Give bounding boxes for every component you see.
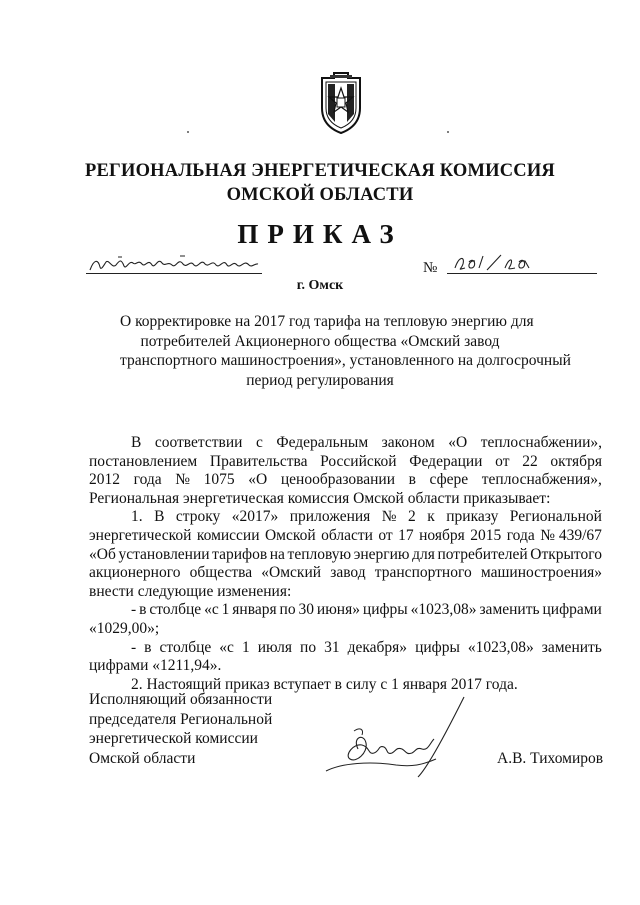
handwritten-number (453, 252, 543, 274)
body-word: соответствии (154, 434, 243, 451)
body-word: потребителей (437, 545, 528, 563)
body-word: «О (448, 434, 468, 451)
body-word: машиностроения» (480, 564, 602, 582)
body-word: приложения (289, 508, 371, 526)
body-word: заменить (541, 638, 602, 656)
body-word: 1 (241, 638, 250, 656)
body-word: энергию (353, 545, 410, 563)
body-word: 22 (522, 452, 538, 470)
body-word: Федеральным (276, 434, 369, 451)
body-line (89, 508, 602, 527)
city: г. Омск (296, 278, 344, 293)
number-label: № (423, 260, 438, 276)
body-word: В (154, 508, 165, 526)
body-word: 31 (324, 638, 340, 656)
body-word: по (300, 638, 317, 656)
body-word: ценообразовании (280, 471, 395, 489)
body-word: по (279, 601, 296, 619)
body-word: энергетической (89, 526, 192, 544)
body-word: столбце (149, 601, 202, 619)
body-word: транспортного (374, 564, 472, 582)
body-word: строку (175, 508, 221, 526)
date-underline (86, 273, 262, 274)
handwritten-signature (318, 693, 468, 783)
body-word: 17 (398, 526, 414, 544)
body-word: установлении (118, 545, 210, 563)
body-word: января (232, 601, 277, 619)
body-word: «2017» (231, 508, 279, 526)
body-word: - (131, 601, 137, 619)
body-word: октября (550, 452, 602, 470)
body-line: «1029,00»; (89, 619, 160, 637)
body-word: столбце (159, 638, 212, 656)
subject-line: период регулирования (246, 371, 394, 389)
body-word: года (506, 526, 535, 544)
scan-speck (187, 131, 189, 133)
body-line (89, 601, 602, 620)
body-word: года (133, 471, 162, 489)
body-word: июля (257, 638, 293, 656)
body-line: Региональная энергетическая комиссия Омской области приказывает: (89, 489, 551, 507)
body-word: Правительства (209, 452, 308, 470)
body-word: заменить (479, 601, 540, 619)
position-line: энергетической комиссии (89, 730, 258, 747)
body-word: декабря» (347, 638, 408, 656)
body-word: 2015 (470, 526, 502, 544)
body-line (89, 546, 602, 565)
body-line: цифрами «1211,94». (89, 657, 222, 675)
body-line (89, 527, 602, 546)
body-line: внести следующие изменения: (89, 582, 292, 600)
body-word: «Об (89, 545, 116, 563)
body-word: с (255, 434, 263, 451)
body-word: Федерации (409, 452, 483, 470)
signatory-position (89, 690, 272, 768)
subject-line: О корректировке на 2017 год тарифа на тепловую энергию для (120, 313, 534, 330)
body-word: - (131, 638, 137, 656)
organization-name: РЕГИОНАЛЬНАЯ ЭНЕРГЕТИЧЕСКАЯ КОМИССИЯ (84, 161, 555, 181)
body-word: в (408, 471, 416, 489)
body-word: «1023,08» (467, 638, 534, 656)
body-line: 2. Настоящий приказ вступает в силу с 1 января 2017 года. (131, 675, 518, 693)
position-line: председателя Региональной (89, 710, 273, 728)
body-word: «О (248, 471, 268, 489)
body-line (89, 434, 602, 453)
body-line (89, 564, 602, 583)
body-word: Региональной (509, 508, 602, 526)
position-line: Исполняющий обязанности (89, 691, 273, 708)
body-line (89, 471, 602, 490)
body-word: Омской (264, 526, 316, 544)
body-word: в (139, 601, 147, 619)
body-word: к (427, 508, 435, 526)
body-word: тепловую (287, 545, 352, 563)
body-word: в (144, 638, 152, 656)
body-word: «с (219, 638, 234, 656)
body-word: 1075 (203, 471, 235, 489)
body-word: теплоснабжении», (480, 434, 602, 451)
document-subject (120, 312, 571, 390)
omsk-coat-of-arms-icon (318, 72, 364, 134)
body-word: завод (330, 564, 366, 582)
body-word: июня» (316, 601, 360, 619)
body-word: Открытого (530, 545, 602, 563)
handwritten-date (88, 253, 260, 275)
signatory-name: А.В. Тихомиров (497, 750, 604, 767)
body-word: теплоснабжения», (481, 471, 602, 489)
body-word: В (131, 434, 142, 451)
body-word: постановлением (89, 452, 198, 470)
body-line (89, 639, 602, 658)
body-word: 30 (298, 601, 314, 619)
body-word: акционерного (89, 564, 181, 582)
subject-line: транспортного машиностроения», установленного на долгосрочный (120, 352, 571, 369)
body-word: ноября (419, 526, 465, 544)
body-word: приказу (446, 508, 499, 526)
body-word: для (412, 545, 435, 563)
body-word: комиссии (196, 526, 260, 544)
body-word: от (378, 526, 393, 544)
body-word: цифры (415, 638, 460, 656)
body-line (89, 453, 602, 472)
body-word: сфере (429, 471, 469, 489)
body-word: № 439/67 (540, 526, 602, 544)
body-word: 2012 (89, 471, 120, 489)
body-word: цифры (362, 601, 408, 619)
number-underline (447, 273, 597, 274)
body-word: на (269, 545, 285, 563)
body-word: области (321, 526, 373, 544)
body-word: 1 (221, 601, 230, 619)
body-word: «с (204, 601, 219, 619)
body-word: «Омский (261, 564, 322, 582)
body-word: № (175, 471, 191, 489)
scan-speck (447, 131, 449, 133)
body-word: общества (189, 564, 253, 582)
body-word: 2 (408, 508, 416, 526)
body-word: «1023,08» (410, 601, 477, 619)
document-title: ПРИКАЗ (237, 219, 403, 249)
body-word: тарифов (212, 545, 268, 563)
body-word: Российской (320, 452, 397, 470)
body-word: 1. (131, 508, 143, 526)
document-body (89, 434, 602, 694)
body-word: от (495, 452, 510, 470)
body-word: № (381, 508, 397, 526)
position-line: Омской области (89, 749, 196, 767)
organization-region: ОМСКОЙ ОБЛАСТИ (226, 185, 414, 205)
body-word: законом (381, 434, 435, 451)
body-word: цифрами (542, 601, 602, 619)
subject-line: потребителей Акционерного общества «Омский завод (140, 332, 500, 350)
